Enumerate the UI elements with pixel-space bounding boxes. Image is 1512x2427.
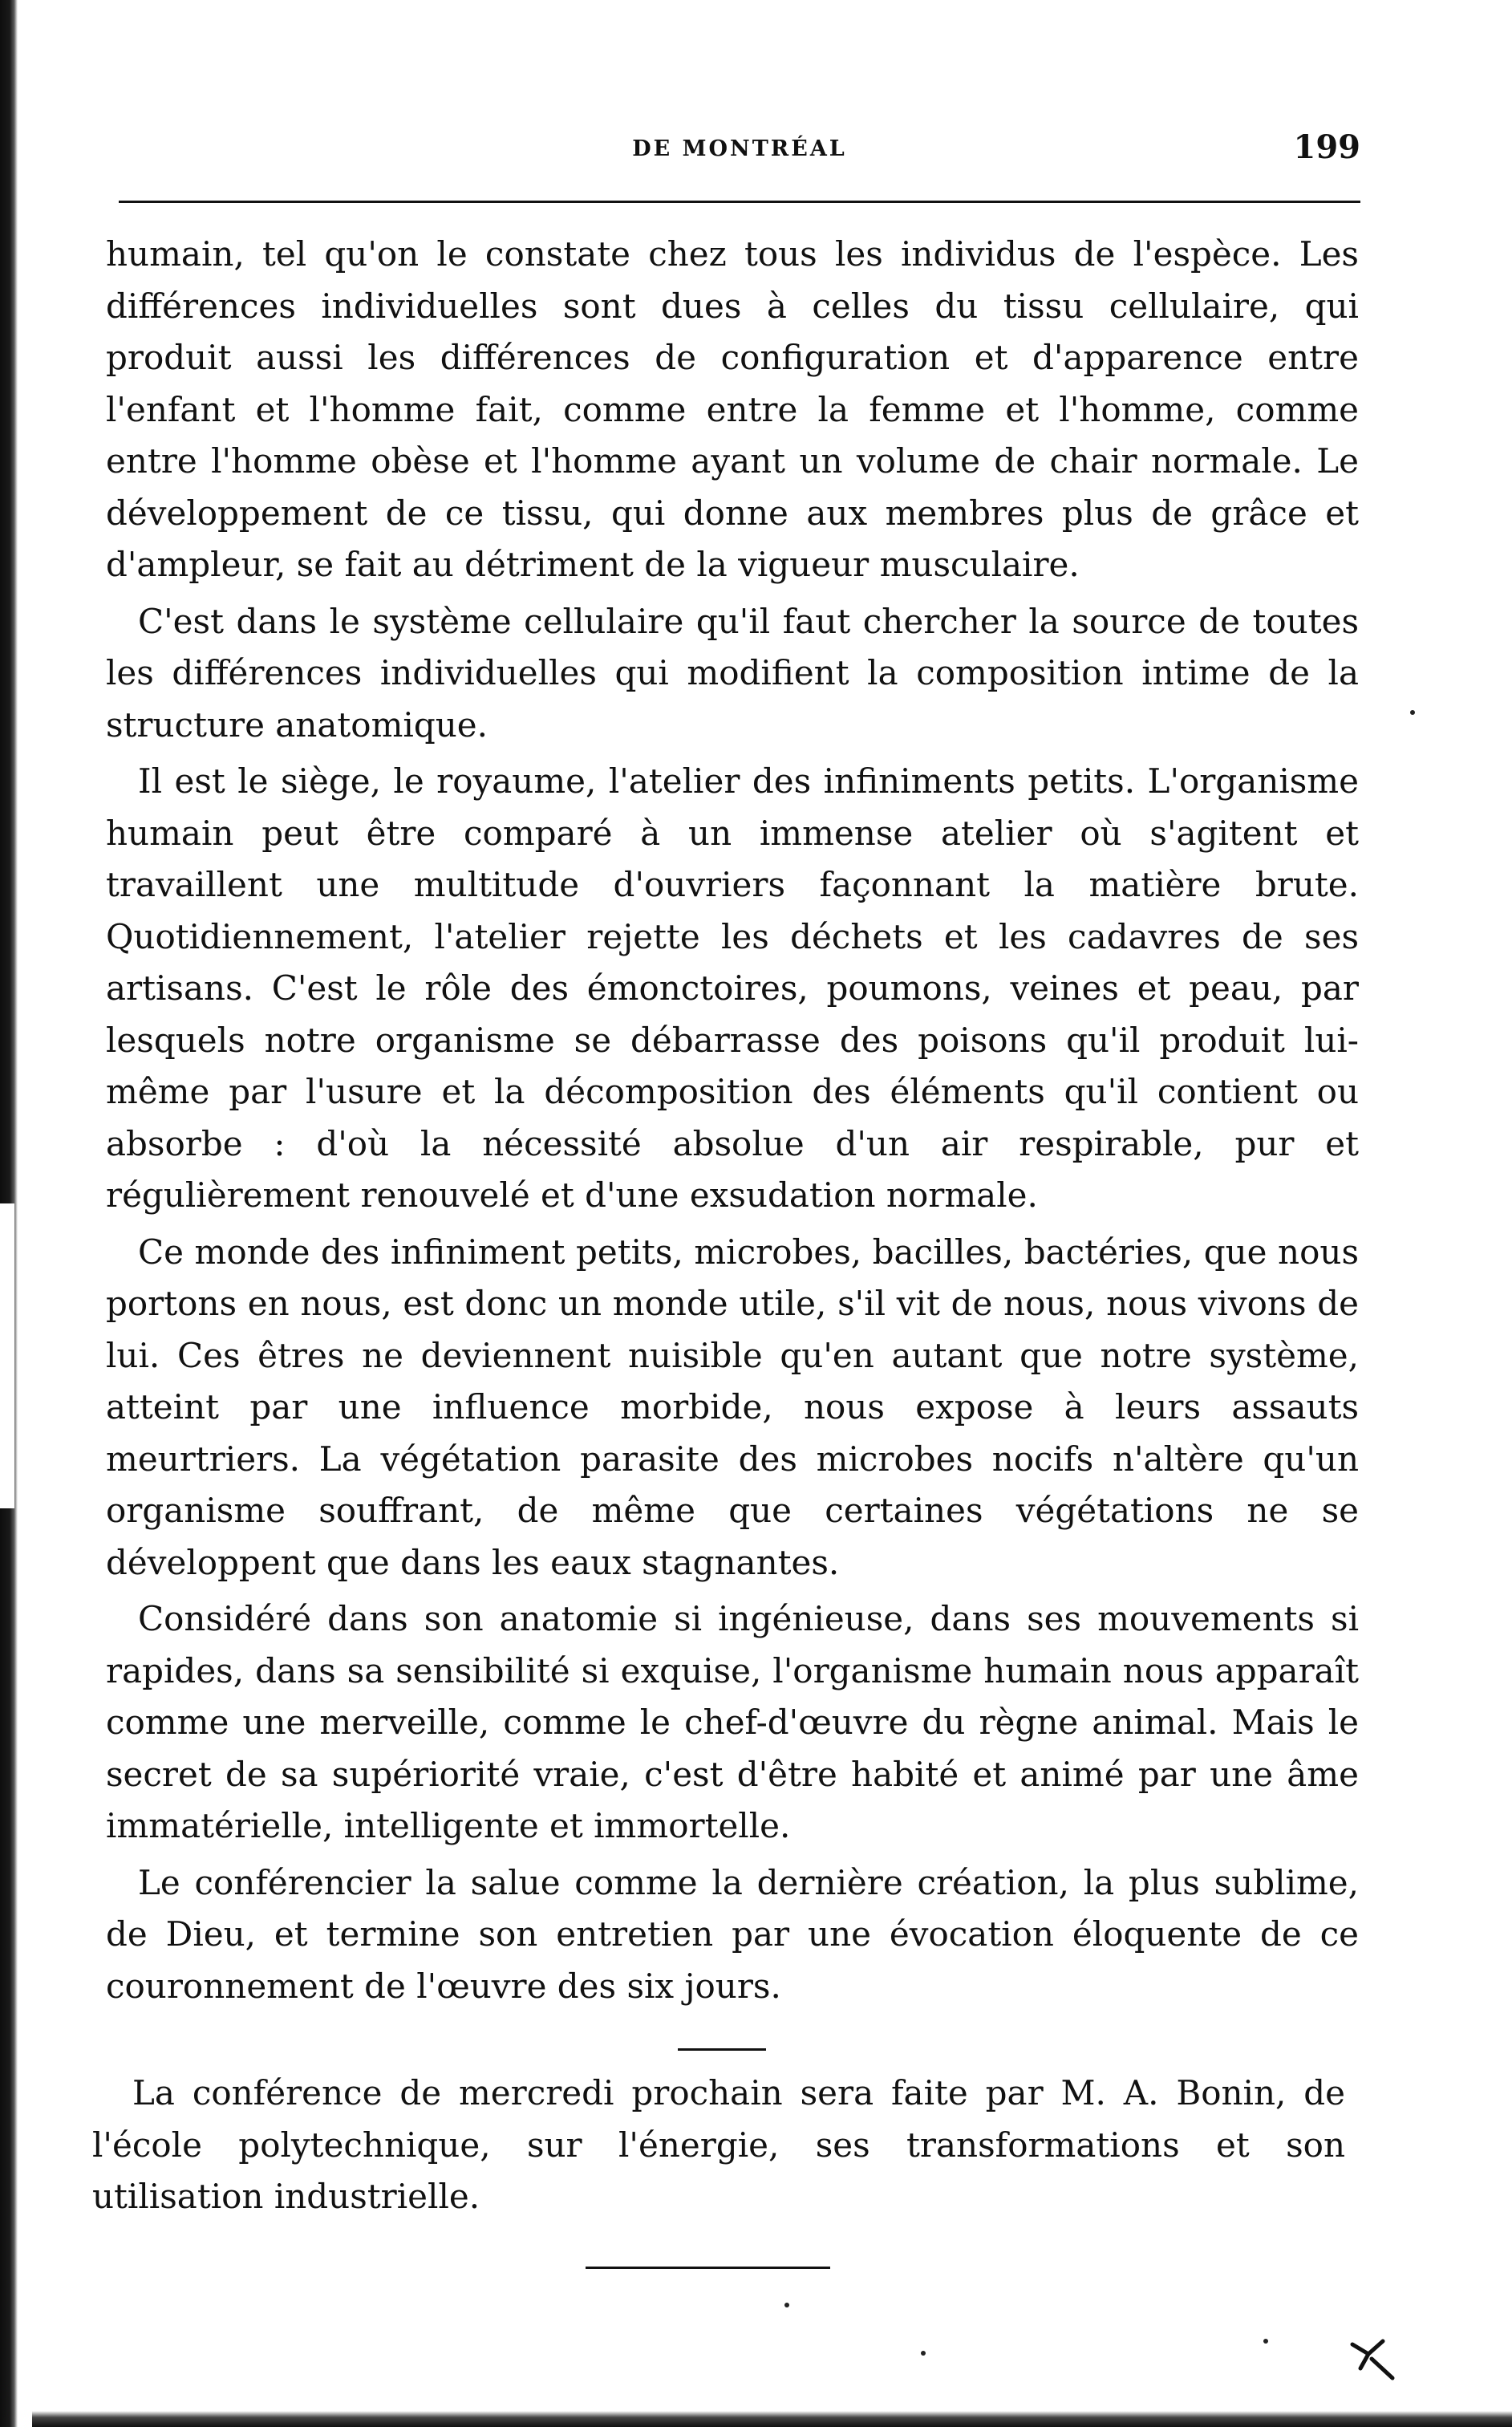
handwritten-mark-icon bbox=[1348, 2327, 1404, 2383]
end-rule bbox=[586, 2267, 830, 2269]
paragraph-5: Considéré dans son anatomie si ingénieuse, dans ses mouvements si rapides, dans sa sensibilité si exquise, l'organisme humain nous apparaît comme une merveille, comme le chef-d'œuvre du règne animal. Mais le secret de sa supériorité vraie, c'est d'être habité et animé par une âme immatérielle, intelligente et immortelle. bbox=[106, 1599, 1359, 1845]
page-number: 199 bbox=[1293, 128, 1360, 166]
paragraph-1: humain, tel qu'on le constate chez tous les individus de l'espèce. Les différences individuelles sont dues à celles du tissu cellulaire, qui produit aussi les différences de configuration et d'apparence entre l'enfant et l'homme fait, comme entre la femme et l'homme, comme entre l'homme obèse et l'homme ayant un volume de chair normale. Le développement de ce tissu, qui donne aux membres plus de grâce et d'ampleur, se fait au détriment de la vigueur musculaire. bbox=[106, 234, 1359, 584]
scan-bottom-edge bbox=[32, 2411, 1512, 2427]
paragraph-2: C'est dans le système cellulaire qu'il faut chercher la source de toutes les différences individuelles qui modifient la composition intime de la structure anatomique. bbox=[106, 601, 1359, 745]
body-text bbox=[106, 229, 1359, 2017]
paragraph-6: Le conférencier la salue comme la dernière création, la plus sublime, de Dieu, et termine son entretien par une évocation éloquente de ce couronnement de l'œuvre des six jours. bbox=[106, 1862, 1359, 2006]
page-header bbox=[119, 128, 1360, 177]
paragraph-4: Ce monde des infiniment petits, microbes, bacilles, bactéries, que nous portons en nous, est donc un monde utile, s'il vit de nous, nous vivons de lui. Ces êtres ne deviennent nuisible qu'en autant que notre système, atteint par une influence morbide, nous expose à leurs assauts meurtriers. La végétation parasite des microbes nocifs n'altère qu'un organisme souffrant, de même que certaines végétations ne se développent que dans les eaux stagnantes. bbox=[106, 1232, 1359, 1582]
scan-speck bbox=[1410, 710, 1415, 715]
section-divider-rule bbox=[678, 2048, 766, 2051]
announcement-paragraph: La conférence de mercredi prochain sera faite par M. A. Bonin, de l'école polytechnique, sur l'énergie, ses transformations et son utilisation industrielle. bbox=[92, 2073, 1345, 2216]
scan-speck bbox=[921, 2351, 926, 2356]
scan-binding-gap bbox=[0, 1203, 14, 1508]
scan-speck bbox=[1263, 2339, 1268, 2344]
header-rule bbox=[119, 201, 1360, 203]
paragraph-3: Il est le siège, le royaume, l'atelier des infiniments petits. L'organisme humain peut être comparé à un immense atelier où s'agitent et travaillent une multitude d'ouvriers façonnant la matière brute. Quotidiennement, l'atelier rejette les déchets et les cadavres de ses artisans. C'est le rôle des émonctoires, poumons, veines et peau, par lesquels notre organisme se débarrasse des poisons qu'il produit lui-même par l'usure et la décomposition des éléments qu'il contient ou absorbe : d'où la nécessité absolue d'un air respirable, pur et régulièrement renouvelé et d'une exsudation normale. bbox=[106, 761, 1359, 1215]
scan-speck bbox=[784, 2303, 789, 2307]
running-head: DE MONTRÉAL bbox=[632, 136, 847, 161]
